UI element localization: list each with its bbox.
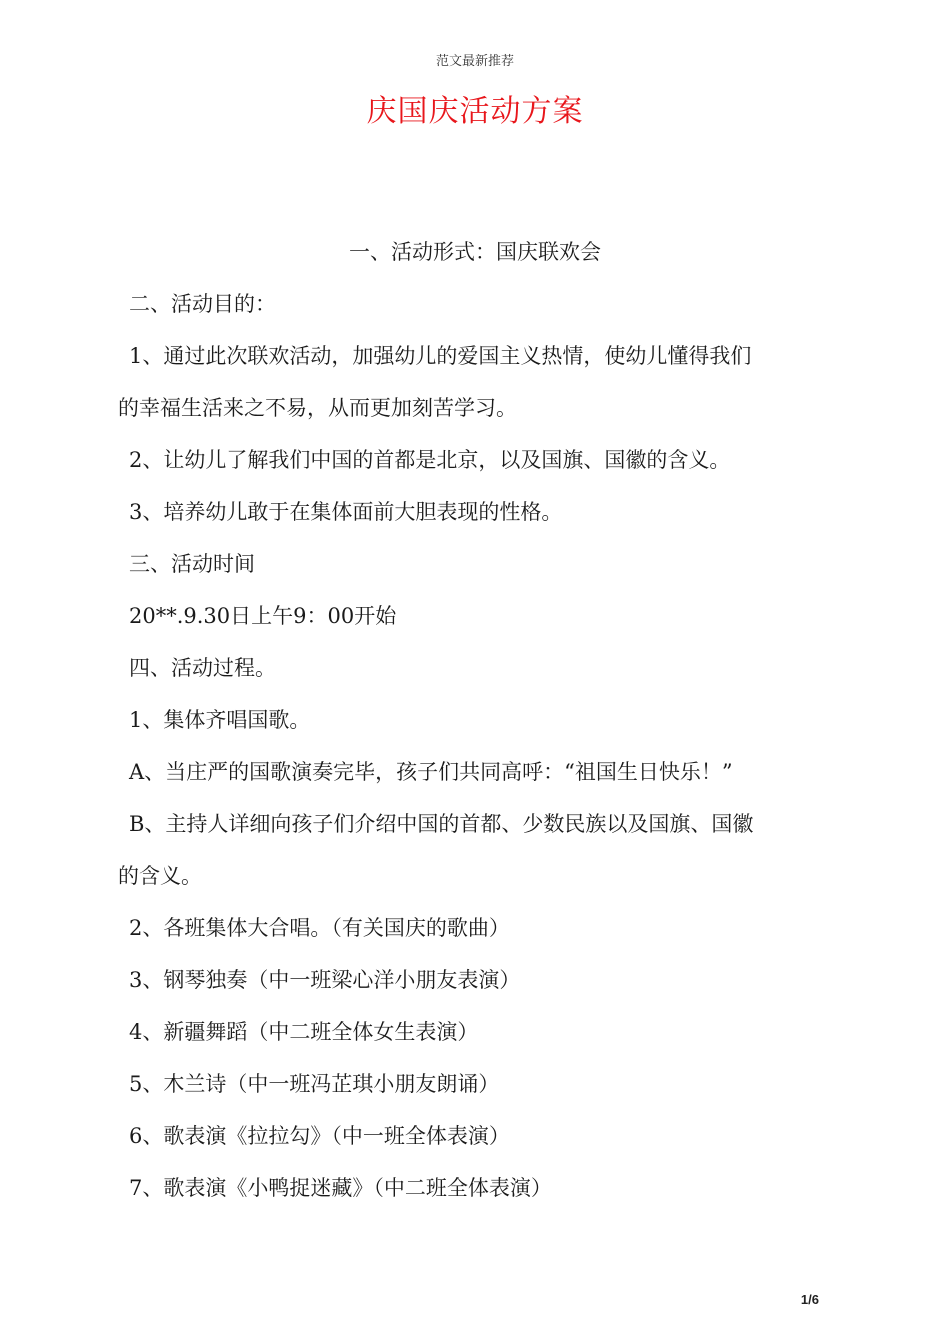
header-note: 范文最新推荐 (435, 54, 514, 69)
document-title: 庆国庆活动方案 (366, 94, 584, 129)
process-step-2: 2、各班集体大合唱。（有关国庆的歌曲） (129, 916, 510, 940)
process-step-3: 3、钢琴独奏（中一班梁心洋小朋友表演） (129, 968, 521, 992)
process-step-7: 7、歌表演《小鸭捉迷藏》（中二班全体表演） (129, 1176, 552, 1200)
section-process-heading: 四、活动过程。 (129, 656, 276, 680)
purpose-item-1-line-2: 的幸福生活来之不易，从而更加刻苦学习。 (118, 396, 517, 420)
document-body (118, 226, 832, 1214)
purpose-item-2: 2、让幼儿了解我们中国的首都是北京，以及国旗、国徽的含义。 (129, 448, 731, 472)
process-step-5: 5、木兰诗（中一班冯芷琪小朋友朗诵） (129, 1072, 500, 1096)
process-step-1: 1、集体齐唱国歌。 (129, 708, 311, 732)
purpose-item-3: 3、培养幼儿敢于在集体面前大胆表现的性格。 (129, 500, 563, 524)
process-step-1b-line-1: B、主持人详细向孩子们介绍中国的首都、少数民族以及国旗、国徽 (129, 812, 754, 836)
section-time-heading: 三、活动时间 (129, 552, 255, 576)
process-step-6: 6、歌表演《拉拉勾》（中一班全体表演） (129, 1124, 510, 1148)
process-step-1a: A、当庄严的国歌演奏完毕，孩子们共同高呼：“祖国生日快乐！” (129, 760, 733, 784)
page-number: 1/6 (800, 1292, 819, 1307)
activity-time: 20**.9.30日上午9：00开始 (129, 604, 397, 628)
process-step-4: 4、新疆舞蹈（中二班全体女生表演） (129, 1020, 479, 1044)
section-purpose-heading: 二、活动目的： (129, 292, 276, 316)
process-step-1b-line-2: 的含义。 (118, 864, 202, 888)
purpose-item-1-line-1: 1、通过此次联欢活动，加强幼儿的爱国主义热情，使幼儿懂得我们 (129, 344, 752, 368)
section-activity-form: 一、活动形式：国庆联欢会 (349, 240, 601, 264)
